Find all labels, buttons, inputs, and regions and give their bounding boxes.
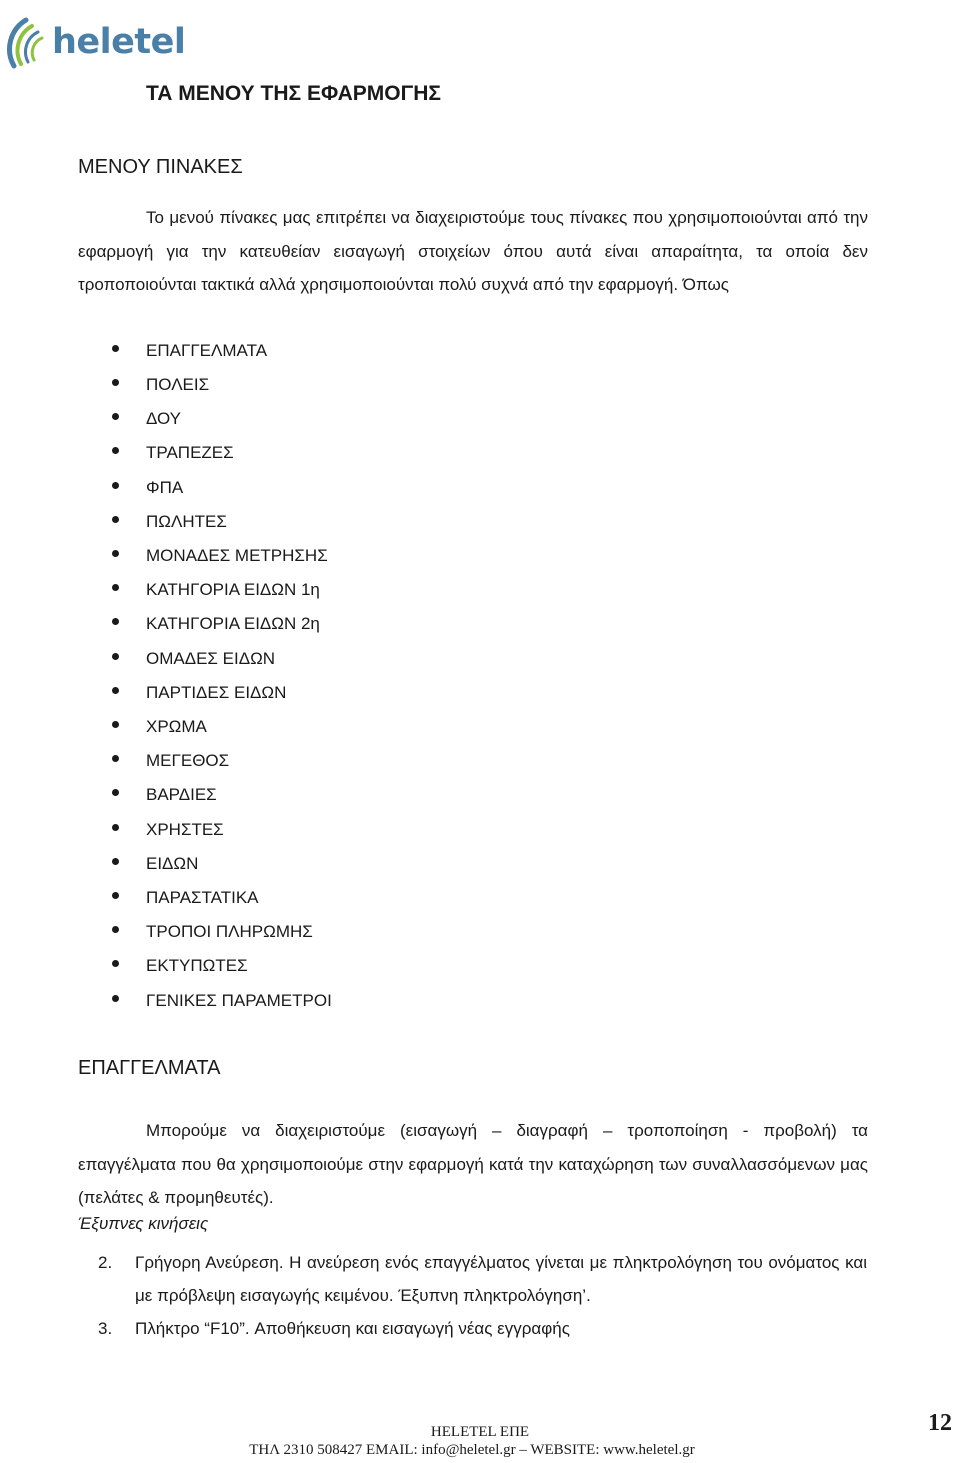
bullet-icon bbox=[112, 789, 119, 796]
numbered-item-number: 3. bbox=[98, 1319, 113, 1338]
bullet-icon bbox=[112, 584, 119, 591]
list-item-label: ΜΟΝΑΔΕΣ ΜΕΤΡΗΣΗΣ bbox=[146, 546, 328, 565]
bullet-icon bbox=[112, 858, 119, 865]
page-title: ΤΑ ΜΕΝΟΥ ΤΗΣ ΕΦΑΡΜΟΓΗΣ bbox=[146, 82, 442, 105]
bullet-icon bbox=[112, 687, 119, 694]
list-item-label: ΚΑΤΗΓΟΡΙΑ ΕΙΔΩΝ 1η bbox=[146, 580, 320, 599]
list-item-label: ΓΕΝΙΚΕΣ ΠΑΡΑΜΕΤΡΟΙ bbox=[146, 991, 332, 1010]
footer-contact: ΤΗΛ 2310 508427 EMAIL: info@heletel.gr – WEBSITE: www.heletel.gr bbox=[249, 1442, 695, 1458]
intro-first-word: Το bbox=[146, 208, 164, 227]
list-item-label: ΦΠΑ bbox=[146, 478, 184, 497]
intro-paragraph bbox=[78, 201, 868, 302]
bullet-icon bbox=[112, 550, 119, 557]
list-item-label: ΕΙΔΩΝ bbox=[146, 854, 199, 873]
footer-company: HELETEL ΕΠΕ bbox=[430, 1424, 530, 1440]
bullet-icon bbox=[112, 345, 119, 352]
list-item-label: ΤΡΑΠΕΖΕΣ bbox=[146, 443, 234, 462]
numbered-item-number: 2. bbox=[98, 1253, 113, 1272]
numbered-item-text: Γρήγορη Ανεύρεση. Η ανεύρεση ενός επαγγέλματος γίνεται με πληκτρολόγηση του ονόματος και με πρόβλεψη εισαγωγής κειμένου. Έξυπνη πληκτρολόγηση’. bbox=[135, 1253, 867, 1305]
bullet-icon bbox=[112, 824, 119, 831]
bullet-icon bbox=[112, 995, 119, 1002]
bullet-icon bbox=[112, 379, 119, 386]
professions-first-word: Μπορούμε bbox=[146, 1121, 227, 1140]
section-heading-tables: ΜΕΝΟΥ ΠΙΝΑΚΕΣ bbox=[78, 156, 243, 178]
professions-text: να διαχειριστούμε (εισαγωγή – διαγραφή – τροποποίηση - προβολή) τα επαγγέλματα που θα χρησιμοποιούμε στην εφαρμογή κατά την καταχώρηση των συναλλασσόμενων μας (πελάτες & προμηθευτές). bbox=[78, 1121, 868, 1207]
list-item-label: ΟΜΑΔΕΣ ΕΙΔΩΝ bbox=[146, 649, 276, 668]
intro-text: μενού πίνακες μας επιτρέπει να διαχειριστούμε τους πίνακες που χρησιμοποιούνται από την εφαρμογή για την κατευθείαν εισαγωγή στοιχείων όπου αυτά είναι απαραίτητα, τα οποία δεν τροποποιούνται τακτικά αλλά χρησιμοποιούνται πολύ συχνά από την εφαρμογή. Όπως bbox=[78, 208, 868, 294]
bullet-icon bbox=[112, 721, 119, 728]
bullet-icon bbox=[112, 653, 119, 660]
bullet-icon bbox=[112, 960, 119, 967]
bullet-icon bbox=[112, 516, 119, 523]
numbered-item-text: Πλήκτρο “F10”. Αποθήκευση και εισαγωγή νέας εγγραφής bbox=[135, 1319, 570, 1338]
list-item-label: ΠΩΛΗΤΕΣ bbox=[146, 512, 227, 531]
professions-paragraph bbox=[78, 1114, 868, 1215]
bullet-icon bbox=[112, 755, 119, 762]
list-item-label: ΕΚΤΥΠΩΤΕΣ bbox=[146, 956, 248, 975]
list-item-label: ΠΑΡΤΙΔΕΣ ΕΙΔΩΝ bbox=[146, 683, 287, 702]
bullet-icon bbox=[112, 447, 119, 454]
logo-text: heletel bbox=[52, 22, 186, 62]
list-item-label: ΠΑΡΑΣΤΑΤΙΚΑ bbox=[146, 888, 259, 907]
section-heading-professions: ΕΠΑΓΓΕΛΜΑΤΑ bbox=[78, 1057, 221, 1079]
list-item-label: ΧΡΩΜΑ bbox=[146, 717, 207, 736]
bullet-icon bbox=[112, 482, 119, 489]
list-item-label: ΜΕΓΕΘΟΣ bbox=[146, 751, 230, 770]
bullet-icon bbox=[112, 618, 119, 625]
page-number: 12 bbox=[928, 1410, 952, 1436]
smart-moves-label: Έξυπνες κινήσεις bbox=[78, 1214, 209, 1233]
bullet-icon bbox=[112, 926, 119, 933]
list-item-label: ΚΑΤΗΓΟΡΙΑ ΕΙΔΩΝ 2η bbox=[146, 614, 320, 633]
list-item-label: ΒΑΡΔΙΕΣ bbox=[146, 785, 217, 804]
list-item-label: ΠΟΛΕΙΣ bbox=[146, 375, 210, 394]
list-item-label: ΤΡΟΠΟΙ ΠΛΗΡΩΜΗΣ bbox=[146, 922, 313, 941]
list-item-label: ΕΠΑΓΓΕΛΜΑΤΑ bbox=[146, 341, 268, 360]
list-item-label: ΔΟΥ bbox=[146, 409, 182, 428]
bullet-icon bbox=[112, 892, 119, 899]
bullet-icon bbox=[112, 413, 119, 420]
list-item-label: ΧΡΗΣΤΕΣ bbox=[146, 820, 224, 839]
company-logo bbox=[6, 4, 186, 84]
